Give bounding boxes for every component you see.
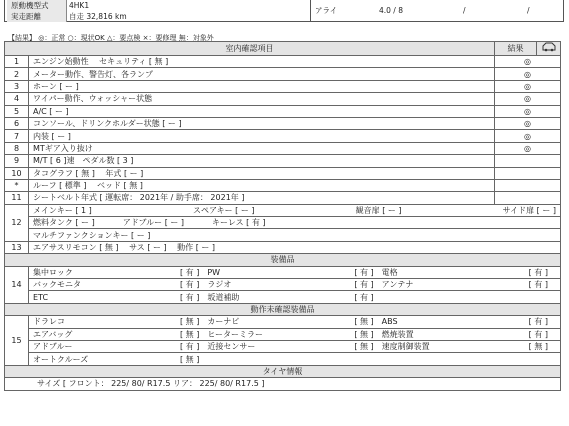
equipment-row (29, 279, 561, 291)
item-result: ◎ (495, 93, 561, 105)
interior-item-row (5, 117, 561, 129)
unconfirmed-equipment-value: [ 有 ] (528, 329, 548, 339)
interior-item-row (5, 93, 561, 105)
key-field: スペアキー [ ー ] (192, 205, 255, 215)
unconfirmed-equipment-item (382, 316, 556, 327)
item-text: ワイパー動作、ウォッシャー状態 (29, 93, 495, 105)
unconfirmed-equipment-label: エアバッグ (33, 329, 73, 339)
item-text: ホーン [ ー ] (29, 80, 495, 92)
row-number: 2 (5, 68, 29, 80)
row-number: 15 (5, 316, 29, 366)
item-text: メーター動作、警告灯、各ランプ (29, 68, 495, 80)
unconfirmed-equipment-item (207, 316, 381, 327)
unconfirmed-equipment-item (33, 354, 207, 365)
car-icon (537, 42, 561, 56)
equipment-value: [ 有 ] (528, 267, 548, 277)
equipment-item (207, 279, 381, 290)
item-text: MTギア入り抜け (29, 142, 495, 154)
equipment-item (33, 267, 207, 278)
item-result: ◎ (495, 56, 561, 68)
unconfirmed-equipment-value: [ 無 ] (180, 354, 200, 364)
interior-item-row (5, 68, 561, 80)
fuel-field: キーレス [ 有 ] (212, 218, 266, 228)
inspection-table (4, 41, 561, 391)
alignment-slash: / (463, 6, 466, 15)
interior-item-row (5, 155, 561, 167)
equipment-value: [ 有 ] (180, 292, 200, 302)
item-result (495, 192, 561, 204)
item-result (495, 167, 561, 179)
equipment-item (33, 292, 207, 303)
row-number: 6 (5, 117, 29, 129)
interior-item-row (5, 80, 561, 92)
unconfirmed-equipment-label: アドブルー (33, 342, 73, 352)
unconfirmed-equipment-value: [ 無 ] (354, 329, 374, 339)
mileage-label: 実走距離 (7, 11, 67, 22)
item-text: タコグラフ [ 無 ] 年式 [ ー ] (29, 167, 495, 179)
vehicle-info-box (4, 0, 564, 22)
unconfirmed-equipment-value: [ 無 ] (354, 317, 374, 327)
unconfirmed-equipment-value: [ 有 ] (528, 317, 548, 327)
unconfirmed-equipment-label: ドラレコ (33, 317, 65, 327)
unconfirmed-equipment-item (207, 341, 381, 352)
item-text: A/C [ ー ] (29, 105, 495, 117)
engine-model-value: 4HK1 (69, 1, 90, 10)
tire-size-row: サイズ [ フロント： 225/ 80/ R17.5 リア： 225/ 80/ R17.5 ] (5, 378, 561, 390)
mileage-value: 自走 32,816 km (69, 12, 127, 21)
row-number: 3 (5, 80, 29, 92)
row-number: 5 (5, 105, 29, 117)
unconfirmed-equipment-row (29, 353, 561, 365)
unconfirmed-equipment-item (382, 329, 556, 340)
item-result: ◎ (495, 130, 561, 142)
item-text: エンジン始動性 セキュリティ [ 無 ] (29, 56, 495, 68)
equipment-value: [ 有 ] (354, 292, 374, 302)
equipment-value: [ 有 ] (354, 280, 374, 290)
item-result: ◎ (495, 68, 561, 80)
equipment-value: [ 有 ] (354, 267, 374, 277)
unconfirmed-equipment-row (29, 316, 561, 328)
equipment-label: ラジオ (207, 280, 232, 290)
item-result: ◎ (495, 117, 561, 129)
unconfirmed-equipment-item (207, 329, 381, 340)
interior-item-row (5, 179, 561, 191)
item-result (495, 179, 561, 191)
equipment-row (29, 291, 561, 303)
equipment-item (382, 279, 556, 290)
row-number: 11 (5, 192, 29, 204)
unconfirmed-equipment-item (33, 341, 207, 352)
interior-item-row (5, 56, 561, 68)
item-result: ◎ (495, 105, 561, 117)
item-text: コンソール、ドリンクホルダー状態 [ ー ] (29, 117, 495, 129)
row-number: 13 (5, 241, 29, 253)
unconfirmed-section-title: 動作未確認装備品 (5, 303, 561, 315)
fuel-row (29, 217, 561, 229)
row-number: 12 (5, 204, 29, 241)
equipment-label: 坂道補助 (207, 292, 240, 302)
row-number: 8 (5, 142, 29, 154)
unconfirmed-equipment-label: 近接センサー (207, 342, 256, 352)
interior-item-row (5, 167, 561, 179)
key-field: サイド扉 [ ー ] (502, 205, 556, 215)
equipment-section-title: 装備品 (5, 254, 561, 266)
row-number: 10 (5, 167, 29, 179)
unconfirmed-equipment-label: カーナビ (207, 317, 240, 327)
alignment-value: 4.0 / 8 (379, 6, 403, 15)
item-text: M/T [ 6 ]速 ペダル数 [ 3 ] (29, 155, 495, 167)
item-result: ◎ (495, 80, 561, 92)
row-number: * (5, 179, 29, 191)
interior-item-row (5, 130, 561, 142)
key-field: メインキー [ 1 ] (33, 205, 92, 215)
unconfirmed-equipment-value: [ 無 ] (528, 342, 548, 352)
tire-section-title: タイヤ情報 (5, 365, 561, 377)
unconfirmed-equipment-label: 速度制御装置 (381, 342, 430, 352)
multifunction-key-row: マルチファンクションキー [ ー ] (29, 229, 561, 241)
equipment-item (207, 267, 381, 278)
unconfirmed-equipment-item (33, 316, 207, 327)
equipment-item (382, 267, 556, 278)
unconfirmed-equipment-value: [ 有 ] (180, 342, 200, 352)
item-result (495, 155, 561, 167)
equipment-value: [ 有 ] (180, 280, 200, 290)
equipment-label: バックモニタ (33, 280, 81, 290)
interior-item-row (5, 105, 561, 117)
equipment-label: 集中ロック (33, 267, 73, 277)
unconfirmed-equipment-value: [ 無 ] (354, 342, 374, 352)
alignment-label: アライ (315, 6, 338, 15)
interior-section-title: 室内確認項目 (5, 42, 495, 56)
interior-item-row (5, 192, 561, 204)
row-number: 9 (5, 155, 29, 167)
unconfirmed-equipment-item (207, 354, 381, 365)
row-number: 14 (5, 266, 29, 303)
row-number: 1 (5, 56, 29, 68)
unconfirmed-equipment-item (382, 341, 556, 352)
unconfirmed-equipment-item (382, 354, 556, 365)
row-number: 7 (5, 130, 29, 142)
unconfirmed-equipment-label: オートクルーズ (33, 354, 89, 364)
equipment-value: [ 有 ] (180, 267, 200, 277)
item-text: シートベルト年式 [ 運転席： 2021年 / 助手席： 2021年 ] (29, 192, 495, 204)
row-number: 4 (5, 93, 29, 105)
item-text: 内装 [ ー ] (29, 130, 495, 142)
equipment-label: PW (207, 267, 221, 277)
key-row (29, 204, 561, 216)
unconfirmed-equipment-value: [ 無 ] (180, 329, 200, 339)
fuel-field: アドブルー [ ー ] (122, 218, 185, 228)
unconfirmed-equipment-item (33, 329, 207, 340)
equipment-value: [ 有 ] (528, 280, 548, 290)
result-legend: 【結果】 ◎：正常 ○：現状OK △：要点検 ×：要修理 無：対象外 (8, 34, 214, 42)
unconfirmed-equipment-row (29, 328, 561, 340)
equipment-item (382, 292, 556, 303)
unconfirmed-equipment-row (29, 340, 561, 352)
unconfirmed-equipment-label: ABS (381, 317, 398, 327)
key-field: 観音扉 [ ー ] (355, 205, 402, 215)
equipment-row (29, 266, 561, 278)
equipment-item (33, 279, 207, 290)
equipment-label: ETC (33, 292, 49, 302)
interior-item-row (5, 142, 561, 154)
item-text: ルーフ [ 標準 ] ベッド [ 無 ] (29, 179, 495, 191)
equipment-label: 電格 (381, 267, 398, 277)
alignment-slash: / (527, 6, 530, 15)
fuel-field: 燃料タンク [ ー ] (33, 218, 95, 228)
unconfirmed-equipment-label: 燃焼装置 (381, 329, 414, 339)
item-result: ◎ (495, 142, 561, 154)
result-header: 結果 (495, 42, 537, 56)
equipment-label: アンテナ (381, 280, 414, 290)
unconfirmed-equipment-label: ヒーターミラー (207, 329, 264, 339)
air-suspension-row: エアサスリモコン [ 無 ] サス [ ー ] 動作 [ ー ] (29, 241, 561, 253)
engine-model-label: 原動機型式 (7, 0, 67, 11)
unconfirmed-equipment-value: [ 無 ] (180, 317, 200, 327)
equipment-item (207, 292, 381, 303)
